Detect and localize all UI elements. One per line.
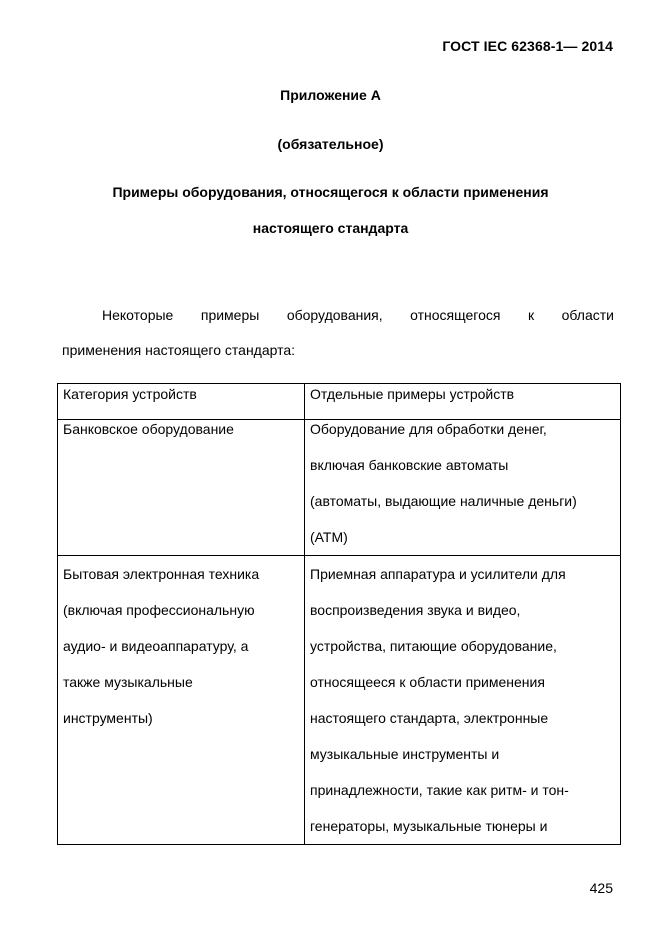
cell-line: также музыкальные — [63, 674, 193, 690]
table-header-examples: Отдельные примеры устройств — [305, 384, 621, 420]
cell-line: включая банковские автоматы — [310, 457, 509, 473]
annex-heading-line1: Примеры оборудования, относящегося к области применения — [112, 184, 549, 200]
cell-line: воспроизведения звука и видео, — [310, 602, 521, 618]
table-cell-examples — [305, 420, 621, 556]
cell-line: настоящего стандарта, электронные — [310, 710, 549, 726]
cell-line: (АТМ) — [310, 529, 348, 545]
cell-line: (автоматы, выдающие наличные деньги) — [310, 493, 577, 509]
cell-line: принадлежности, такие как ритм- и тон- — [310, 782, 569, 798]
cell-line: устройства, питающие оборудование, — [310, 638, 557, 654]
annex-heading-line2: настоящего стандарта — [252, 220, 409, 236]
intro-paragraph-line1: Некоторые примеры оборудования, относящегося к области — [102, 307, 614, 323]
table-cell-category — [58, 420, 305, 556]
cell-line: (включая профессиональную — [63, 602, 255, 618]
cell-line: относящееся к области применения — [310, 674, 545, 690]
cell-line: аудио- и видеоаппаратуру, а — [63, 638, 249, 654]
cell-line: Оборудование для обработки денег, — [310, 421, 547, 437]
table-row — [58, 420, 621, 556]
examples-table — [57, 383, 621, 845]
cell-line: генераторы, музыкальные тюнеры и — [310, 818, 548, 834]
annex-status: (обязательное) — [277, 136, 384, 152]
intro-paragraph-line2: применения настоящего стандарта: — [62, 342, 296, 358]
annex-title: Приложение А — [280, 87, 381, 103]
cell-line: инструменты) — [63, 710, 153, 726]
table-row — [58, 556, 621, 845]
table-cell-category — [58, 556, 305, 845]
table-cell-examples — [305, 556, 621, 845]
page-number: 425 — [589, 880, 613, 896]
cell-line: Банковское оборудование — [63, 421, 234, 437]
cell-line: Бытовая электронная техника — [63, 566, 260, 582]
cell-line: Приемная аппаратура и усилители для — [310, 566, 566, 582]
table-header-category: Категория устройств — [58, 384, 305, 420]
cell-line: музыкальные инструменты и — [310, 746, 500, 762]
document-code: ГОСТ IEC 62368-1— 2014 — [442, 38, 613, 54]
